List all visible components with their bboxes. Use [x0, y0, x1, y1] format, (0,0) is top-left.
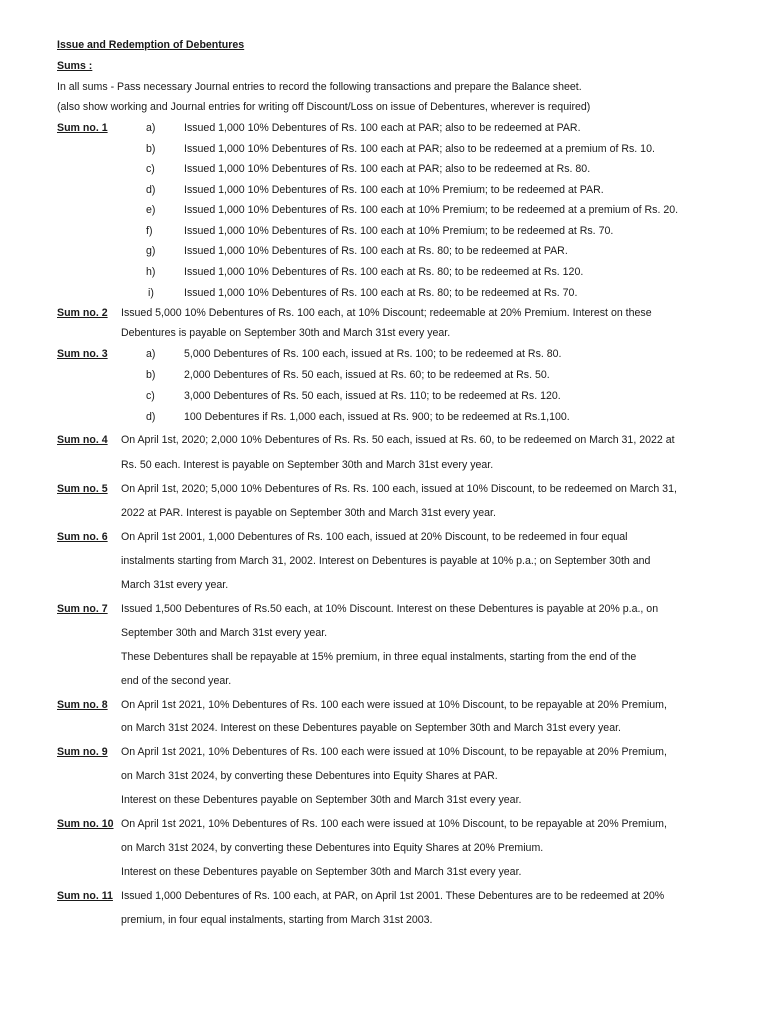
- sum3-item-text: 3,000 Debentures of Rs. 50 each, issued at Rs. 110; to be redeemed at Rs. 120.: [184, 390, 561, 402]
- sum3-item-letter: c): [146, 390, 155, 402]
- sum1-item-text: Issued 1,000 10% Debentures of Rs. 100 each at PAR; also to be redeemed at Rs. 80.: [184, 163, 591, 175]
- sum1-item-letter: h): [146, 266, 156, 278]
- sum-label-4: Sum no. 4: [57, 434, 108, 446]
- sum-label-8: Sum no. 8: [57, 699, 108, 711]
- sum4-line: On April 1st, 2020; 2,000 10% Debentures of Rs. Rs. 50 each, issued at Rs. 60, to be redeemed on March 31, 2022 at: [121, 434, 675, 446]
- sum-label-5: Sum no. 5: [57, 483, 108, 495]
- sum1-item-text: Issued 1,000 10% Debentures of Rs. 100 each at 10% Premium; to be redeemed at Rs. 70.: [184, 225, 614, 237]
- sum10-line: On April 1st 2021, 10% Debentures of Rs. 100 each were issued at 10% Discount, to be repayable at 20% Premium,: [121, 818, 667, 830]
- sum11-line: Issued 1,000 Debentures of Rs. 100 each, at PAR, on April 1st 2001. These Debentures are to be redeemed at 20%: [121, 890, 665, 902]
- sum-label-10: Sum no. 10: [57, 818, 114, 830]
- sum7-line: September 30th and March 31st every year.: [121, 627, 328, 639]
- sum3-item-letter: b): [146, 369, 156, 381]
- sum-label-1: Sum no. 1: [57, 122, 108, 134]
- sum1-item-text: Issued 1,000 10% Debentures of Rs. 100 each at Rs. 80; to be redeemed at PAR.: [184, 245, 568, 257]
- sum-label-3: Sum no. 3: [57, 348, 108, 360]
- sum7-line: end of the second year.: [121, 675, 232, 687]
- sum6-line: instalments starting from March 31, 2002. Interest on Debentures is payable at 10% p.a.; on September 30th and: [121, 555, 651, 567]
- intro-line-1: In all sums - Pass necessary Journal entries to record the following transactions and prepare the Balance sheet.: [57, 81, 582, 93]
- sum2-line: Debentures is payable on September 30th and March 31st every year.: [121, 327, 451, 339]
- sum1-item-text: Issued 1,000 10% Debentures of Rs. 100 each at 10% Premium; to be redeemed at a premium of Rs. 20.: [184, 204, 679, 216]
- sum1-item-letter: g): [146, 245, 156, 257]
- sum9-line: Interest on these Debentures payable on September 30th and March 31st every year.: [121, 794, 522, 806]
- sum6-line: March 31st every year.: [121, 579, 229, 591]
- sum1-item-letter: e): [146, 204, 156, 216]
- sum3-item-letter: a): [146, 348, 156, 360]
- sum8-line: on March 31st 2024. Interest on these Debentures payable on September 30th and March 31st every year.: [121, 722, 621, 734]
- sum11-line: premium, in four equal instalments, starting from March 31st 2003.: [121, 914, 433, 926]
- sum1-item-letter: f): [146, 225, 153, 237]
- sums-heading: Sums :: [57, 60, 93, 72]
- sum3-item-text: 5,000 Debentures of Rs. 100 each, issued at Rs. 100; to be redeemed at Rs. 80.: [184, 348, 562, 360]
- sum7-line: Issued 1,500 Debentures of Rs.50 each, at 10% Discount. Interest on these Debentures is payable at 20% p.a., on: [121, 603, 659, 615]
- sum1-item-text: Issued 1,000 10% Debentures of Rs. 100 each at PAR; also to be redeemed at PAR.: [184, 122, 581, 134]
- sum1-item-letter: b): [146, 143, 156, 155]
- sum10-line: Interest on these Debentures payable on September 30th and March 31st every year.: [121, 866, 522, 878]
- sum-label-6: Sum no. 6: [57, 531, 108, 543]
- sum1-item-letter: a): [146, 122, 156, 134]
- intro-line-2: (also show working and Journal entries for writing off Discount/Loss on issue of Debentures, wherever is required): [57, 101, 591, 113]
- sum3-item-text: 2,000 Debentures of Rs. 50 each, issued at Rs. 60; to be redeemed at Rs. 50.: [184, 369, 550, 381]
- sum1-item-letter: d): [146, 184, 156, 196]
- sum7-line: These Debentures shall be repayable at 15% premium, in three equal instalments, starting from the end of the: [121, 651, 637, 663]
- sum3-item-text: 100 Debentures if Rs. 1,000 each, issued at Rs. 900; to be redeemed at Rs.1,100.: [184, 411, 570, 423]
- sum-label-7: Sum no. 7: [57, 603, 108, 615]
- sum8-line: On April 1st 2021, 10% Debentures of Rs. 100 each were issued at 10% Discount, to be repayable at 20% Premium,: [121, 699, 667, 711]
- sum2-line: Issued 5,000 10% Debentures of Rs. 100 each, at 10% Discount; redeemable at 20% Premium. Interest on these: [121, 307, 652, 319]
- sum-label-11: Sum no. 11: [57, 890, 113, 902]
- sum-label-9: Sum no. 9: [57, 746, 108, 758]
- sum9-line: On April 1st 2021, 10% Debentures of Rs. 100 each were issued at 10% Discount, to be repayable at 20% Premium,: [121, 746, 667, 758]
- sum-label-2: Sum no. 2: [57, 307, 108, 319]
- sum3-item-letter: d): [146, 411, 156, 423]
- sum1-item-text: Issued 1,000 10% Debentures of Rs. 100 each at PAR; also to be redeemed at a premium of Rs. 10.: [184, 143, 655, 155]
- sum9-line: on March 31st 2024, by converting these Debentures into Equity Shares at PAR.: [121, 770, 498, 782]
- sum1-item-letter: c): [146, 163, 155, 175]
- sum5-line: 2022 at PAR. Interest is payable on September 30th and March 31st every year.: [121, 507, 496, 519]
- sum4-line: Rs. 50 each. Interest is payable on September 30th and March 31st every year.: [121, 459, 494, 471]
- sum10-line: on March 31st 2024, by converting these Debentures into Equity Shares at 20% Premium.: [121, 842, 544, 854]
- sum1-item-text: Issued 1,000 10% Debentures of Rs. 100 each at Rs. 80; to be redeemed at Rs. 120.: [184, 266, 584, 278]
- sum1-item-text: Issued 1,000 10% Debentures of Rs. 100 each at Rs. 80; to be redeemed at Rs. 70.: [184, 287, 578, 299]
- sum1-item-text: Issued 1,000 10% Debentures of Rs. 100 each at 10% Premium; to be redeemed at PAR.: [184, 184, 604, 196]
- document-title: Issue and Redemption of Debentures: [57, 39, 245, 51]
- sum1-item-letter: i): [148, 287, 154, 299]
- sum5-line: On April 1st, 2020; 5,000 10% Debentures of Rs. Rs. 100 each, issued at 10% Discount, to be redeemed on March 31,: [121, 483, 677, 495]
- sum6-line: On April 1st 2001, 1,000 Debentures of Rs. 100 each, issued at 20% Discount, to be redeemed in four equal: [121, 531, 628, 543]
